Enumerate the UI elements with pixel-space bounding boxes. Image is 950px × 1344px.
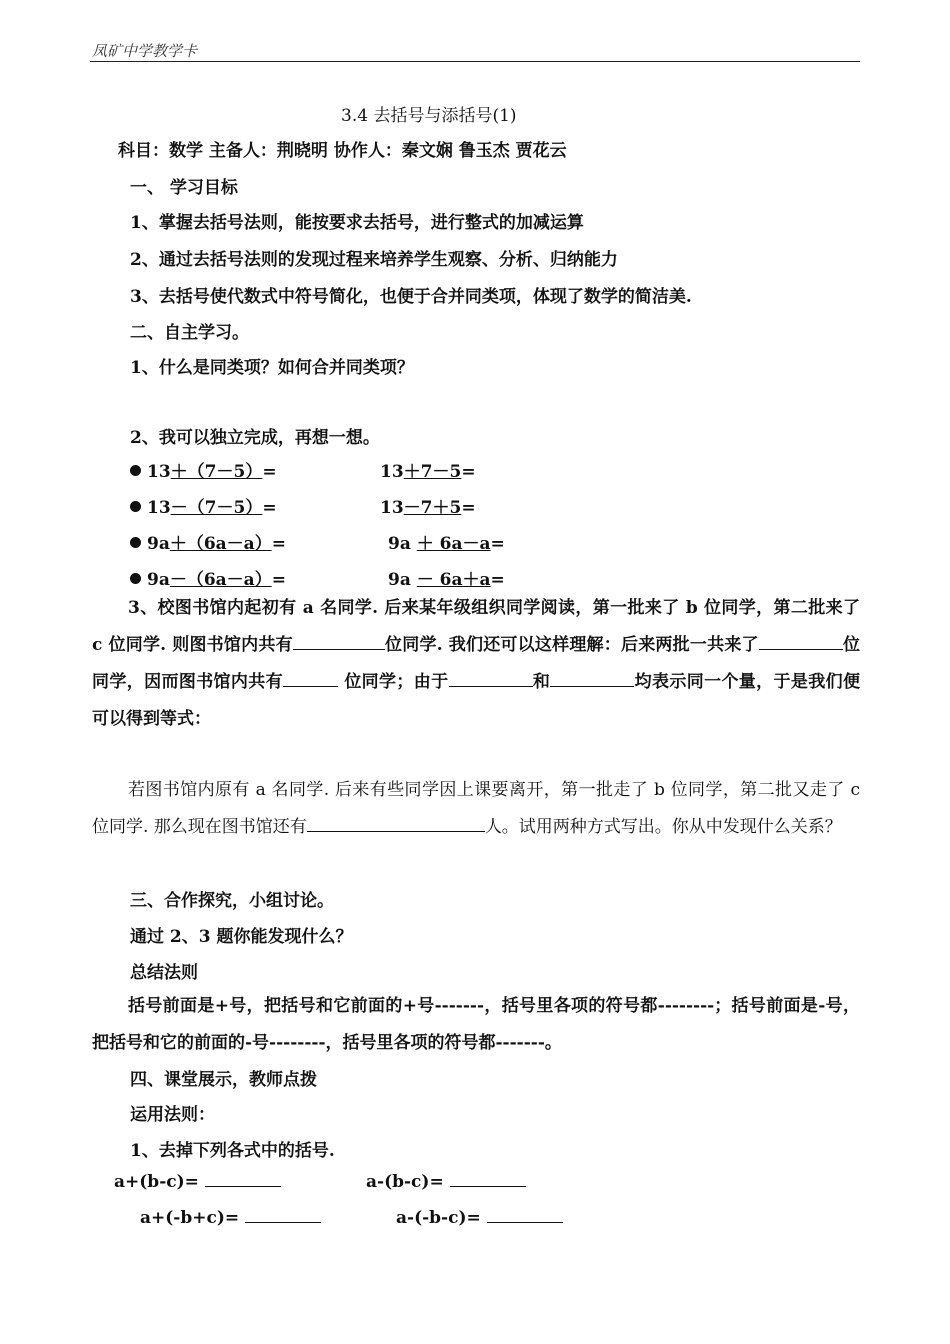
exercise-left: 13＋（7－5）= <box>130 457 277 482</box>
summary-label: 总结法则 <box>130 963 198 983</box>
exercise-left: 9a－（6a－a）= <box>130 565 286 590</box>
answer-blank[interactable] <box>293 635 385 650</box>
meta-line: 科目：数学 主备人：荆晓明 协作人：秦文娴 鲁玉杰 贾花云 <box>118 141 567 161</box>
goal-1: 1、掌握去括号法则，能按要求去括号，进行整式的加减运算 <box>130 213 584 233</box>
section2-heading: 二、自主学习。 <box>130 323 249 343</box>
section3-question: 通过 2、3 题你能发现什么？ <box>130 927 353 947</box>
question-2: 2、我可以独立完成，再想一想。 <box>130 428 380 448</box>
answer-blank[interactable] <box>245 1208 321 1223</box>
answer-blank[interactable] <box>283 672 338 687</box>
rule-text: 括号前面是+号，把括号和它前面的+号-------，括号里各项的符号都--------；括号前面是-号，把括号和它的前面的-号--------，括号里各项的符号都-------。 <box>92 996 860 1053</box>
exercise-right: 9a － 6a＋a= <box>388 570 505 590</box>
exercise-right: 13－7＋5= <box>380 498 476 518</box>
bullet-icon <box>130 537 141 548</box>
exercise-right: 9a ＋ 6a－a= <box>388 534 505 554</box>
section3-heading: 三、合作探究，小组讨论。 <box>130 891 334 911</box>
exercise-item: a-(-b-c)= <box>396 1208 563 1228</box>
page-title: 3.4 去括号与添括号(1) <box>341 106 517 126</box>
section1-heading: 一、 学习目标 <box>130 178 238 198</box>
question-4: 若图书馆内原有 a 名同学. 后来有些同学因上课要离开，第一批走了 b 位同学，第二批又走了 c 位同学. 那么现在图书馆还有 人。试用两种方式写出。你从中发现什么关系？ <box>92 780 860 837</box>
bullet-icon <box>130 573 141 584</box>
section4-question: 1、去掉下列各式中的括号. <box>130 1141 335 1161</box>
apply-label: 运用法则： <box>130 1105 215 1125</box>
question-1: 1、什么是同类项？如何合并同类项？ <box>130 358 414 378</box>
answer-blank[interactable] <box>205 1172 281 1187</box>
exercise-right: 13＋7－5= <box>380 462 476 482</box>
header-rule <box>90 61 860 62</box>
school-header: 凤矿中学教学卡 <box>92 42 198 60</box>
goal-2: 2、通过去括号法则的发现过程来培养学生观察、分析、归纳能力 <box>130 250 618 270</box>
exercise-left: 13－（7－5）= <box>130 493 277 518</box>
answer-blank[interactable] <box>450 1172 526 1187</box>
bullet-icon <box>130 501 141 512</box>
exercise-item: a-(b-c)= <box>366 1172 526 1192</box>
exercise-item: a+(b-c)= <box>114 1172 281 1192</box>
answer-blank[interactable] <box>449 672 533 687</box>
goal-3: 3、去括号使代数式中符号简化，也便于合并同类项，体现了数学的简洁美. <box>130 287 692 307</box>
answer-blank[interactable] <box>487 1208 563 1223</box>
answer-blank[interactable] <box>550 672 634 687</box>
answer-blank[interactable] <box>307 817 485 832</box>
section4-heading: 四、课堂展示，教师点拨 <box>130 1070 317 1090</box>
exercise-left: 9a＋（6a－a）= <box>130 529 286 554</box>
question-3: 3、校图书馆内起初有 a 名同学. 后来某年级组织同学阅读，第一批来了 b 位同学，第二批来了 c 位同学. 则图书馆内共有 位同学. 我们还可以这样理解：后来两批一共来了 位同学，因而图书馆内共有 位同学；由于 和 均表示同一个量，于是我们便可以得到等式： <box>92 598 861 729</box>
exercise-item: a+(-b+c)= <box>140 1208 321 1228</box>
bullet-icon <box>130 465 141 476</box>
answer-blank[interactable] <box>759 635 843 650</box>
